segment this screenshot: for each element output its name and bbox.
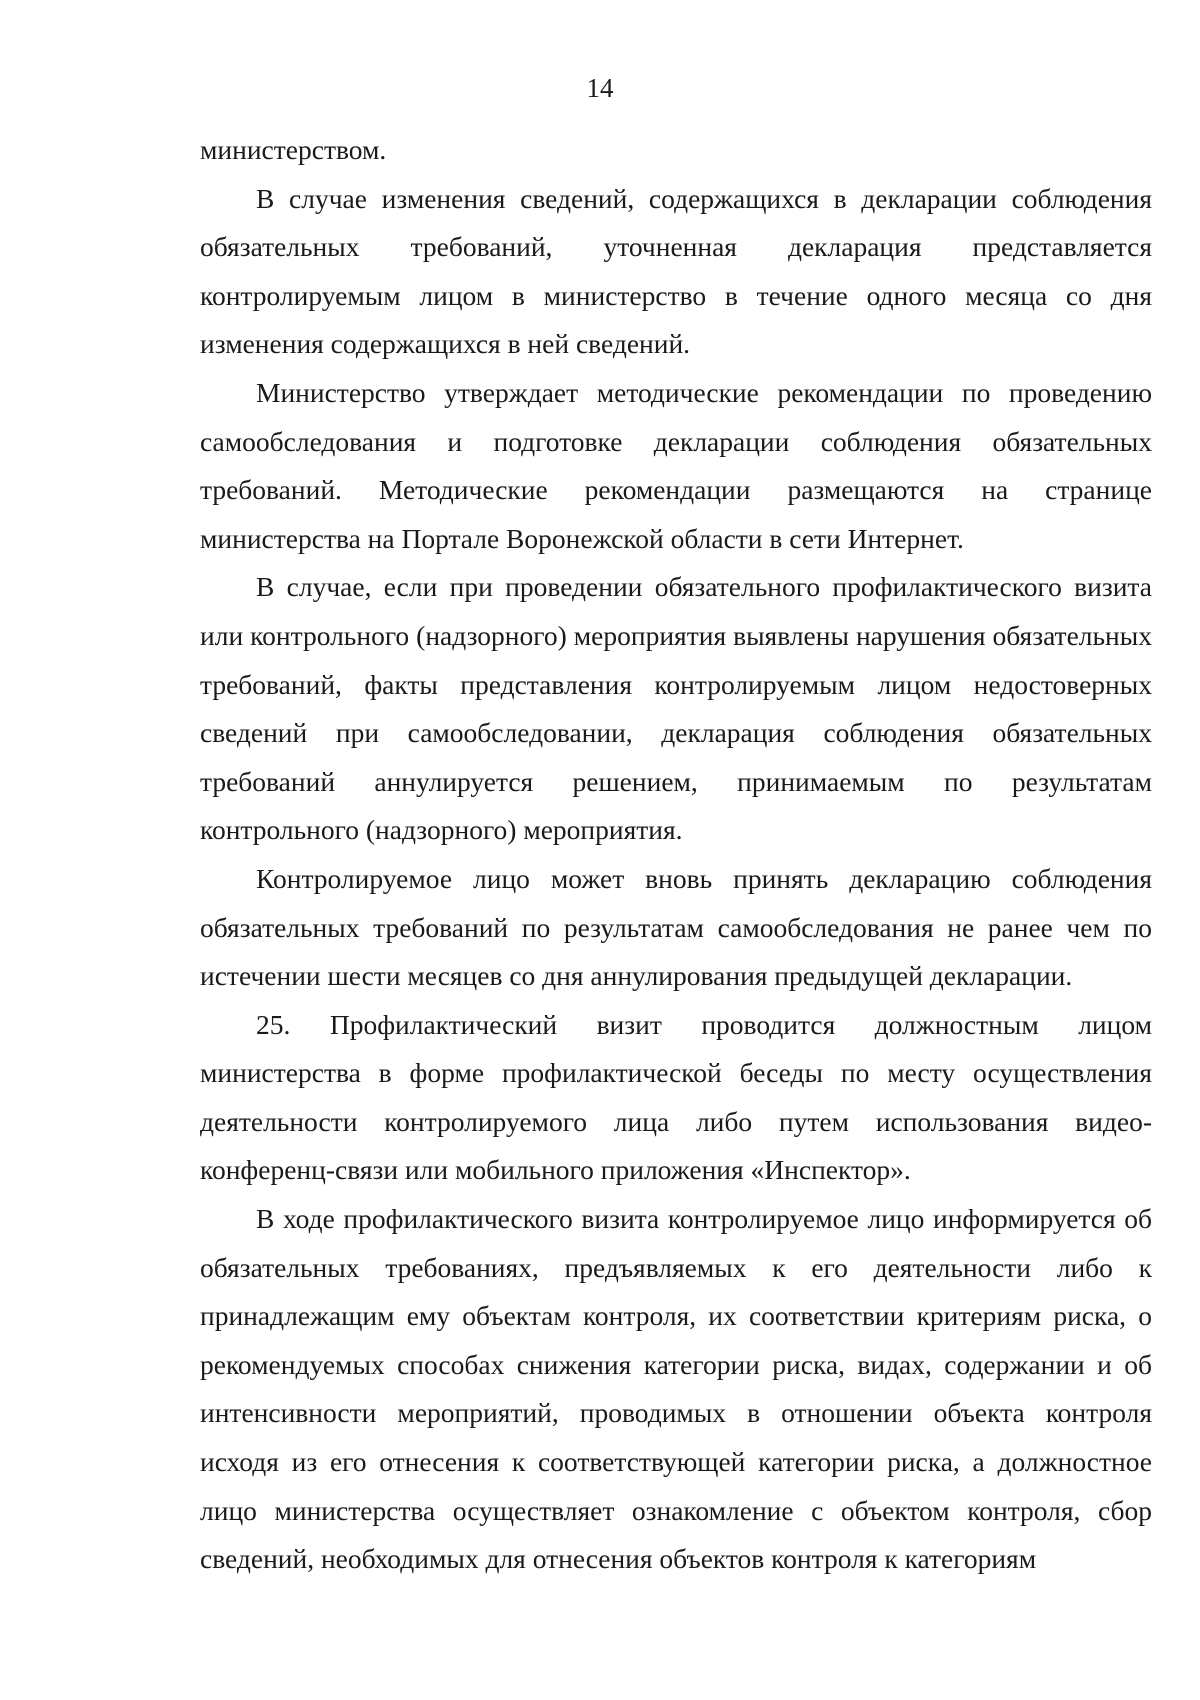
paragraph-methodical-recommendations: Министерство утверждает методические рекомендации по проведению самообследования и подготовке декларации соблюдения обязательных требований. Методические рекомендации размещаются на странице министерства на Портале Воронежской области в сети Интернет. — [200, 376, 1152, 554]
paragraph-declaration-annulment: В случае, если при проведении обязательного профилактического визита или контрольного (надзорного) мероприятия выявлены нарушения обязательных требований, факты представления контролируемым лицом недостоверных сведений при самообследовании, декларация соблюдения обязательных требований аннулируется решением, принимаемым по результатам контрольного (надзорного) мероприятия. — [200, 571, 1152, 846]
document-body — [200, 126, 1152, 1584]
paragraph-declaration-update: В случае изменения сведений, содержащихся в декларации соблюдения обязательных требований, уточненная декларация представляется контролируемым лицом в министерство в течение одного месяца со дня изменения содержащихся в ней сведений. — [200, 182, 1152, 360]
paragraph-item-25: 25. Профилактический визит проводится должностным лицом министерства в форме профилактической беседы по месту осуществления деятельности контролируемого лица либо путем использования видео-конференц-связи или мобильного приложения «Инспектор». — [200, 1008, 1152, 1186]
page-number: 14 — [586, 73, 614, 103]
paragraph-new-declaration: Контролируемое лицо может вновь принять декларацию соблюдения обязательных требований по результатам самообследования не ранее чем по истечении шести месяцев со дня аннулирования предыдущей декларации. — [200, 862, 1152, 992]
paragraph-continuation: министерством. — [200, 134, 387, 165]
paragraph-visit-content: В ходе профилактического визита контролируемое лицо информируется об обязательных требованиях, предъявляемых к его деятельности либо к принадлежащим ему объектам контроля, их соответствии критериям риска, о рекомендуемых способах снижения категории риска, видах, содержании и об интенсивности мероприятий, проводимых в отношении объекта контроля исходя из его отнесения к соответствующей категории риска, а должностное лицо министерства осуществляет ознакомление с объектом контроля, сбор сведений, необходимых для отнесения объектов контроля к категориям — [200, 1203, 1152, 1575]
